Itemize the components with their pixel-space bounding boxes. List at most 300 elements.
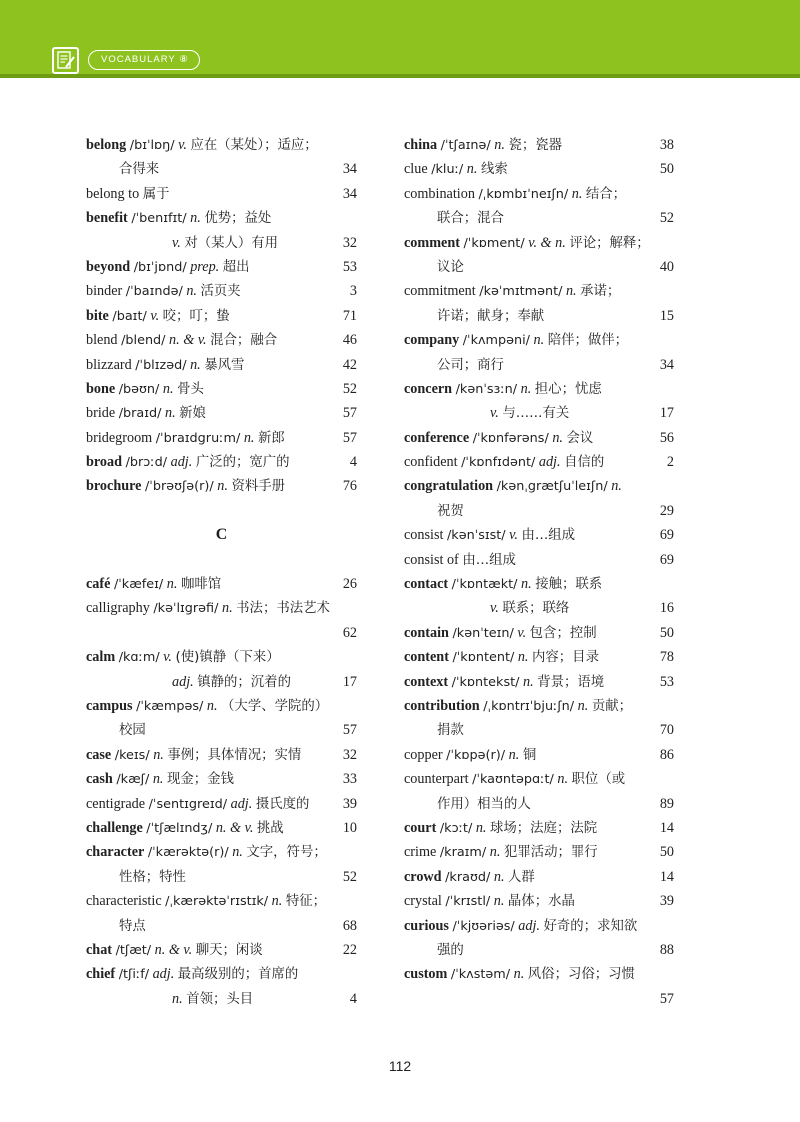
part-of-speech: v.: [490, 600, 499, 617]
headword: company: [404, 332, 460, 349]
continuation-line: [86, 670, 357, 694]
continuation-line: [86, 865, 357, 889]
definition: 犯罪活动；罪行: [503, 845, 598, 861]
definition: 祝贺: [437, 503, 464, 519]
headword: calligraphy: [86, 600, 150, 617]
definition: 承诺；: [580, 284, 621, 300]
entry-line: [404, 474, 674, 498]
page-ref: 40: [659, 258, 674, 275]
entry-line: [86, 596, 357, 620]
part-of-speech: n.: [186, 283, 197, 300]
definition: 联系；联络: [502, 601, 570, 617]
continuation-line: [404, 987, 674, 1011]
part-of-speech: n.: [533, 332, 545, 349]
part-of-speech: n. & v.: [169, 332, 207, 349]
definition: 公司；商行: [437, 357, 504, 373]
definition: 骨头: [177, 381, 204, 397]
entry-line: [404, 157, 674, 181]
definition: 强的: [437, 942, 464, 958]
entry-line: [404, 767, 674, 791]
definition: 晶体；水晶: [507, 894, 575, 910]
entry-line: [86, 743, 357, 767]
headword: chief: [86, 966, 116, 983]
headword: contact: [404, 576, 449, 593]
entry-line: [404, 426, 674, 450]
entry-line: [86, 377, 357, 401]
headword: counterpart: [404, 771, 469, 788]
page-ref: 52: [342, 380, 357, 397]
headword: consist of: [404, 551, 459, 568]
headword: calm: [86, 649, 116, 666]
part-of-speech: n.: [221, 600, 233, 617]
entry-line: [86, 840, 357, 864]
part-of-speech: adj.: [170, 454, 193, 471]
entry-line: [404, 865, 674, 889]
part-of-speech: n.: [513, 966, 525, 983]
entry-line: [404, 182, 674, 206]
definition: 人群: [508, 869, 535, 885]
entry-line: [404, 962, 674, 986]
definition: 评论；解释；: [569, 235, 650, 251]
continuation-line: [86, 987, 357, 1011]
phonetic: /ˈkɒntækt/: [451, 577, 518, 593]
continuation-line: [404, 596, 674, 620]
continuation-line: [404, 401, 674, 425]
part-of-speech: n.: [162, 380, 174, 397]
headword: challenge: [86, 819, 143, 836]
phonetic: /ˌkɒntrɪˈbjuːʃn/: [483, 698, 575, 714]
definition: 文字，符号；: [246, 845, 327, 861]
definition: 现金；金钱: [167, 772, 234, 788]
part-of-speech: n.: [494, 137, 505, 153]
part-of-speech: n.: [520, 380, 532, 397]
definition: 职位（或: [571, 772, 626, 788]
continuation-line: [404, 206, 674, 230]
entry-line: [404, 743, 674, 767]
definition: 瓷；瓷器: [508, 138, 563, 153]
headword: case: [86, 746, 112, 763]
entry-line: [86, 206, 357, 230]
headword: congratulation: [404, 478, 494, 495]
page-ref: 10: [342, 819, 357, 836]
headword: content: [404, 649, 449, 666]
part-of-speech: n.: [489, 844, 501, 861]
headword: crystal: [404, 893, 442, 910]
entry-line: [86, 353, 357, 377]
phonetic: /ˈkæmpəs/: [136, 698, 204, 714]
entry-line: [404, 914, 674, 938]
phonetic: /ˈbrəʊʃə(r)/: [145, 479, 214, 495]
entry-line: [86, 450, 357, 474]
entry-line: [404, 889, 674, 913]
headword: bite: [86, 307, 109, 324]
page-ref: 46: [342, 332, 357, 349]
headword: confident: [404, 454, 458, 471]
phonetic: /ˈkæfeɪ/: [113, 577, 164, 593]
headword: belong to: [86, 185, 140, 202]
continuation-line: [86, 914, 357, 938]
page-ref: 39: [342, 795, 357, 812]
entry-line: [86, 694, 357, 718]
phonetic: /kraʊd/: [445, 869, 491, 885]
entry-line: [404, 694, 674, 718]
phonetic: /ˈkɒnfərəns/: [472, 430, 549, 446]
section-label: VOCABULARY: [101, 54, 176, 65]
definition: 担心；忧虑: [534, 381, 602, 397]
page-ref: 17: [659, 405, 674, 422]
page-ref: 17: [342, 673, 357, 690]
definition: 广泛的；宽广的: [195, 455, 290, 471]
page-ref: 14: [659, 868, 674, 885]
continuation-line: [86, 718, 357, 742]
entry-line: [86, 792, 357, 816]
phonetic: /tʃiːf/: [118, 967, 150, 983]
phonetic: /keɪs/: [114, 747, 150, 763]
entry-line: [86, 767, 357, 791]
definition: 背景；语境: [537, 674, 605, 690]
page-ref: 15: [659, 307, 674, 324]
definition: 接触；联系: [535, 577, 603, 593]
definition: 议论: [437, 259, 464, 275]
entry-line: [86, 962, 357, 986]
page-ref: 53: [659, 673, 674, 690]
page-ref: 50: [659, 624, 674, 641]
headword: context: [404, 673, 449, 690]
headword: clue: [404, 161, 428, 178]
definition: 特点: [119, 918, 146, 934]
continuation-line: [86, 231, 357, 255]
entry-line: [404, 572, 674, 596]
headword: cash: [86, 771, 113, 788]
page-ref: 70: [659, 722, 674, 739]
definition: 最高级别的；首席的: [177, 967, 299, 983]
definition: 内容；目录: [532, 650, 599, 666]
entry-line: [404, 279, 674, 303]
definition: 书法；书法艺术: [236, 601, 330, 617]
phonetic: /ˈbaɪndə/: [125, 284, 183, 300]
headword: bone: [86, 380, 116, 397]
continuation-line: [86, 157, 357, 181]
headword: commitment: [404, 283, 476, 300]
part-of-speech: n.: [475, 819, 487, 836]
part-of-speech: n.: [493, 893, 505, 910]
page-ref: 71: [342, 307, 357, 324]
page-ref: 86: [659, 746, 674, 763]
left-column: [86, 133, 357, 1011]
definition: 聊天；闲谈: [195, 942, 263, 958]
phonetic: /ˈkjʊəriəs/: [452, 918, 515, 934]
entry-line: [404, 548, 674, 572]
entry-line: [404, 328, 674, 352]
definition: 特征；: [285, 894, 327, 910]
definition: 活页夹: [200, 284, 241, 300]
phonetic: /kraɪm/: [439, 845, 487, 861]
headword: copper: [404, 746, 443, 763]
continuation-line: [404, 353, 674, 377]
phonetic: /bɪˈjɒnd/: [133, 259, 187, 275]
phonetic: /ˈkɒnfɪdənt/: [461, 455, 536, 471]
definition: 咖啡馆: [180, 577, 222, 593]
notebook-pencil-icon: [52, 47, 79, 74]
page-ref: 34: [342, 161, 357, 178]
page-ref: 57: [342, 405, 357, 422]
phonetic: /kluː/: [431, 162, 464, 178]
part-of-speech: adj.: [230, 795, 253, 812]
page-ref: 22: [342, 941, 357, 958]
page-ref: 4: [349, 454, 357, 471]
section-mark: ⑧: [179, 54, 189, 65]
page-ref: 89: [659, 795, 674, 812]
phonetic: /ˈbenɪfɪt/: [131, 211, 187, 227]
page-ref: 50: [659, 161, 674, 178]
page-ref: 57: [659, 990, 674, 1007]
definition: (使)镇静（下来）: [175, 650, 280, 666]
page-ref: 57: [342, 429, 357, 446]
part-of-speech: v.: [150, 307, 160, 324]
part-of-speech: n.: [232, 844, 243, 861]
part-of-speech: adj.: [518, 917, 540, 934]
entry-line: [404, 840, 674, 864]
phonetic: /tʃæt/: [115, 942, 152, 958]
headword: café: [86, 576, 111, 593]
phonetic: /ˈsentɪgreɪd/: [148, 796, 228, 812]
entry-line: [86, 401, 357, 425]
definition: 由…组成: [521, 528, 576, 544]
part-of-speech: n.: [166, 576, 178, 593]
headword: blizzard: [86, 356, 132, 373]
definition: 摄氏度的: [255, 796, 310, 812]
page-number: 112: [388, 1058, 412, 1074]
continuation-line: [404, 938, 674, 962]
part-of-speech: prep.: [190, 258, 220, 275]
phonetic: /kæʃ/: [116, 772, 150, 788]
part-of-speech: n.: [206, 697, 218, 714]
entry-line: [404, 450, 674, 474]
entry-line: [86, 133, 357, 157]
continuation-line: [404, 255, 674, 279]
entry-line: [404, 377, 674, 401]
definition: 资料手册: [231, 479, 286, 495]
entry-line: [404, 621, 674, 645]
entry-line: [404, 133, 674, 157]
phonetic: /ˈkɒment/: [463, 235, 525, 251]
definition: 捐款: [437, 723, 464, 739]
phonetic: /blend/: [121, 333, 166, 349]
phonetic: /ˈtʃaɪnə/: [440, 138, 491, 153]
headword: combination: [404, 185, 475, 202]
definition: 贡献；: [591, 698, 632, 714]
part-of-speech: adj.: [172, 673, 194, 690]
headword: comment: [404, 234, 460, 251]
headword: curious: [404, 917, 449, 934]
phonetic: /kɔːt/: [439, 820, 473, 836]
part-of-speech: v.: [172, 234, 181, 251]
page-ref: 52: [659, 210, 674, 227]
part-of-speech: n.: [565, 283, 577, 300]
part-of-speech: v.: [163, 649, 172, 666]
page-ref: 88: [659, 941, 674, 958]
definition: 超出: [222, 259, 250, 275]
definition: 混合；融合: [210, 333, 278, 349]
definition: 事例；具体情况；实情: [167, 747, 302, 763]
phonetic: /ˈkrɪstl/: [445, 894, 491, 910]
page-ref: 38: [659, 137, 674, 153]
page-ref: 32: [342, 746, 357, 763]
definition: 许诺；献身；奉献: [437, 308, 545, 324]
entry-line: [86, 889, 357, 913]
part-of-speech: adj.: [538, 454, 561, 471]
definition: 与……有关: [502, 406, 570, 422]
part-of-speech: n.: [164, 405, 176, 422]
definition: 对（某人）有用: [184, 235, 279, 251]
page-ref: 52: [342, 868, 357, 885]
part-of-speech: v.: [517, 624, 527, 641]
part-of-speech: n.: [571, 185, 583, 202]
phonetic: /kɑːm/: [118, 650, 160, 666]
part-of-speech: n.: [190, 210, 201, 227]
entry-line: [86, 938, 357, 962]
definition: 作用）相当的人: [437, 796, 531, 812]
phonetic: /kənˈteɪn/: [452, 625, 514, 641]
headword: contribution: [404, 697, 480, 714]
part-of-speech: n.: [152, 771, 164, 788]
phonetic: /braɪd/: [118, 406, 162, 422]
page-ref: 32: [342, 234, 357, 251]
headword: bride: [86, 405, 116, 422]
definition: 陪伴；做伴；: [547, 333, 629, 349]
definition: 优势；益处: [204, 211, 272, 227]
entry-line: [404, 645, 674, 669]
entry-line: [86, 426, 357, 450]
part-of-speech: v.: [509, 527, 518, 544]
section-tag: [88, 50, 200, 70]
headword: blend: [86, 332, 118, 349]
entry-line: [404, 816, 674, 840]
headword: conference: [404, 429, 470, 446]
headword: crime: [404, 844, 437, 861]
part-of-speech: n.: [577, 697, 589, 714]
page-ref: 78: [659, 649, 674, 666]
definition: 挑战: [256, 820, 284, 836]
entry-line: [404, 523, 674, 547]
part-of-speech: n.: [493, 868, 505, 885]
headword: court: [404, 819, 437, 836]
headword: broad: [86, 454, 123, 471]
part-of-speech: n.: [523, 673, 534, 690]
phonetic: /kənˌgrætʃuˈleɪʃn/: [496, 479, 608, 495]
entry-line: [86, 474, 357, 498]
continuation-line: [86, 621, 357, 645]
entry-line: [86, 816, 357, 840]
part-of-speech: n. & v.: [215, 819, 254, 836]
right-column: [404, 133, 674, 1011]
entry-line: [404, 231, 674, 255]
page-ref: 56: [659, 429, 674, 446]
definition: 联合；混合: [437, 211, 504, 227]
entry-line: [86, 182, 357, 206]
part-of-speech: n.: [153, 746, 164, 763]
page-ref: 4: [349, 990, 357, 1007]
phonetic: /ˈkʌmpəni/: [462, 333, 530, 349]
definition: 属于: [142, 186, 170, 202]
part-of-speech: n.: [466, 161, 478, 178]
headword: binder: [86, 283, 123, 300]
phonetic: /ˈkɒntekst/: [451, 674, 520, 690]
headword: character: [86, 844, 145, 861]
phonetic: /ˌkɒmbɪˈneɪʃn/: [478, 186, 569, 202]
phonetic: /ˌkærəktəˈrɪstɪk/: [165, 894, 269, 910]
headword: beyond: [86, 258, 131, 275]
entry-line: [86, 304, 357, 328]
part-of-speech: n.: [508, 746, 520, 763]
headword: belong: [86, 137, 127, 153]
definition: （大学、学院的）: [221, 698, 329, 714]
definition: 校园: [119, 723, 146, 739]
continuation-line: [404, 792, 674, 816]
headword: concern: [404, 380, 453, 397]
definition: 由…组成: [462, 552, 516, 568]
part-of-speech: n.: [190, 356, 201, 373]
page-ref: 26: [342, 576, 357, 593]
part-of-speech: n.: [521, 576, 532, 593]
page-ref: 29: [659, 502, 674, 519]
definition: 会议: [566, 430, 594, 446]
part-of-speech: n. & v.: [154, 941, 193, 958]
page-ref: 57: [342, 722, 357, 739]
definition: 应在（某处）；适应；: [190, 138, 318, 153]
page-ref: 14: [659, 819, 674, 836]
definition: 合得来: [119, 162, 160, 178]
page-ref: 33: [342, 771, 357, 788]
part-of-speech: adj.: [152, 966, 175, 983]
page-ref: 16: [659, 600, 674, 617]
phonetic: /brɔːd/: [125, 455, 168, 471]
definition: 线索: [480, 162, 508, 178]
definition: 新郎: [258, 430, 285, 446]
phonetic: /ˈblɪzəd/: [135, 357, 187, 373]
headword: centigrade: [86, 795, 146, 812]
headword: campus: [86, 697, 133, 714]
definition: 暴风雪: [204, 357, 245, 373]
phonetic: /kənˈsɪst/: [446, 528, 506, 544]
part-of-speech: v. & n.: [528, 234, 566, 251]
phonetic: /ˈkɒpə(r)/: [446, 747, 506, 763]
page-ref: 76: [342, 478, 357, 495]
definition: 球场；法庭；法院: [490, 820, 598, 836]
entry-line: [86, 279, 357, 303]
page-ref: 42: [342, 356, 357, 373]
part-of-speech: v.: [178, 137, 187, 153]
phonetic: /ˈkɒntent/: [452, 650, 515, 666]
page-ref: 50: [659, 844, 674, 861]
phonetic: /ˈkaʊntəpɑːt/: [472, 772, 554, 788]
headword: consist: [404, 527, 444, 544]
phonetic: /baɪt/: [112, 308, 147, 324]
page-ref: 3: [349, 283, 357, 300]
headword: chat: [86, 941, 113, 958]
header-bar-edge: [0, 74, 800, 78]
definition: 首领；头目: [186, 991, 254, 1007]
page-ref: 69: [659, 527, 674, 544]
part-of-speech: v.: [490, 405, 499, 422]
part-of-speech: n.: [611, 478, 622, 495]
headword: characteristic: [86, 893, 162, 910]
part-of-speech: n.: [271, 893, 283, 910]
page-ref: 62: [342, 624, 357, 641]
continuation-line: [404, 304, 674, 328]
phonetic: /kəˈmɪtmənt/: [479, 284, 563, 300]
phonetic: /kənˈsɜːn/: [455, 381, 518, 397]
